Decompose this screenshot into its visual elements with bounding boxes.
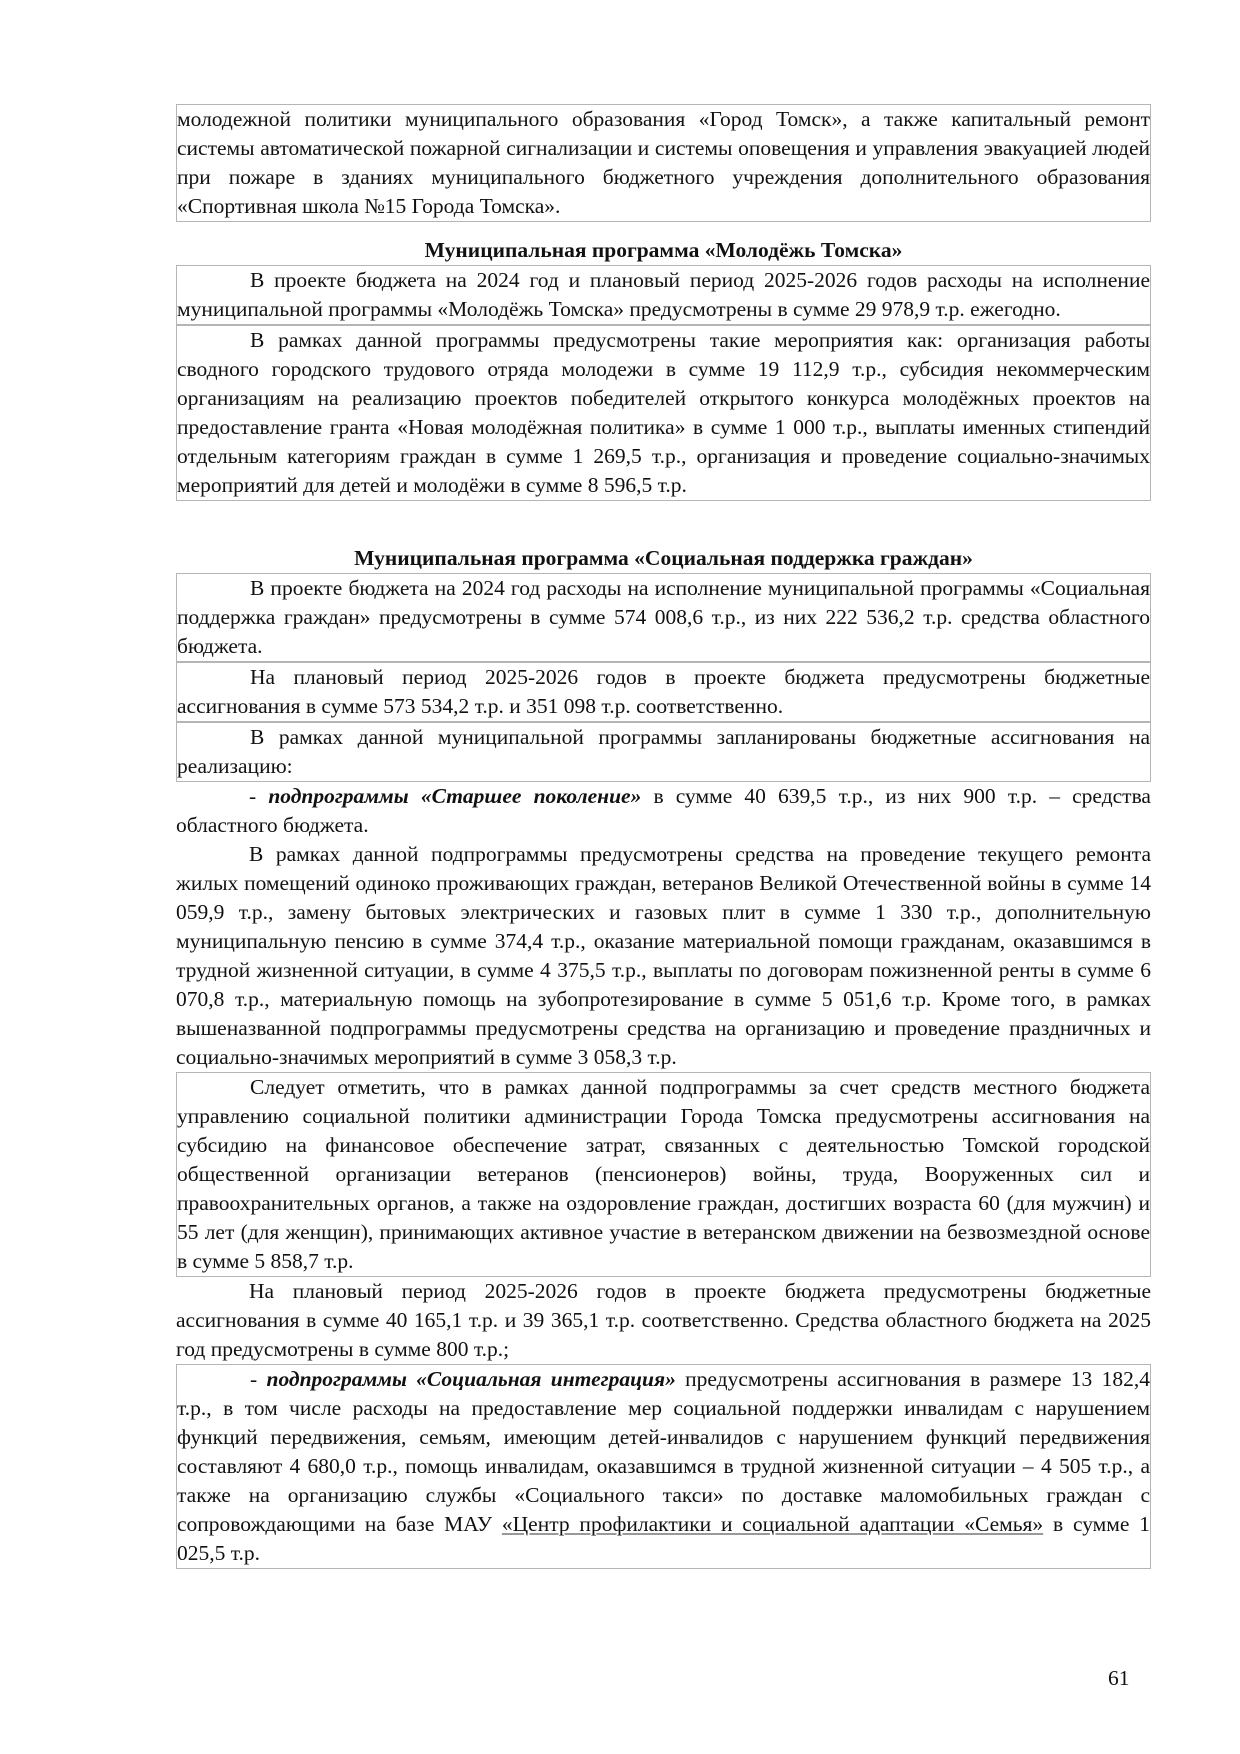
youth-paragraph-1: В проекте бюджета на 2024 год и плановый период 2025-2026 годов расходы на исполнение муниципальной программы «Молодёжь Томска» предусмотрены в сумме 29 978,9 т.р. ежегодно. — [176, 265, 1151, 325]
subprogram-integration-paragraph — [176, 1364, 1151, 1569]
subprogram-integration-end: в сумме 1 025,5 т.р. — [177, 1512, 1150, 1565]
social-section — [176, 544, 1151, 1569]
social-heading: Муниципальная программа «Социальная поддержка граждан» — [354, 546, 973, 570]
subprogram-integration-text: предусмотрены ассигнования в размере 13 182,4 т.р., в том числе расходы на предоставление мер социальной поддержки инвалидам с нарушением функций передвижения, семьям, имеющим детей-инвалидов с нарушением функций передвижения составляют 4 680,0 т.р., помощь инвалидам, оказавшимся в трудной жизненной ситуации – 4 505 т.р., а также на организацию службы «Социального такси» по доставке маломобильных граждан с сопровождающими на базе МАУ — [177, 1367, 1150, 1536]
subprogram-integration-title: подпрограммы «Социальная интеграция» — [266, 1367, 676, 1391]
subprogram-elderly-dash: - — [249, 784, 269, 808]
subprogram-elderly-text: в сумме 40 639,5 т.р., из них 900 т.р. – средства областного бюджета. — [176, 784, 1151, 837]
youth-heading: Муниципальная программа «Молодёжь Томска» — [424, 238, 903, 262]
social-paragraph-1: В проекте бюджета на 2024 год расходы на исполнение муниципальной программы «Социальная поддержка граждан» предусмотрены в сумме 574 008,6 т.р., из них 222 536,2 т.р. средства областного бюджета. — [176, 573, 1151, 662]
subprogram-integration-dash: - — [250, 1367, 267, 1391]
youth-section — [176, 236, 1151, 501]
center-semya-name: «Центр профилактики и социальной адаптации «Семья» — [501, 1512, 1044, 1536]
subprogram-elderly-paragraph — [176, 782, 1151, 840]
youth-paragraph-2: В рамках данной программы предусмотрены такие мероприятия как: организация работы сводного городского трудового отряда молодежи в сумме 19 112,9 т.р., субсидия некоммерческим организациям на реализацию проектов победителей открытого конкурса молодёжных проектов на предоставление гранта «Новая молодёжная политика» в сумме 1 000 т.р., выплаты именных стипендий отдельным категориям граждан в сумме 1 269,5 т.р., организация и проведение социально-значимых мероприятий для детей и молодёжи в сумме 8 596,5 т.р. — [176, 325, 1151, 501]
intro-paragraph: молодежной политики муниципального образования «Город Томск», а также капитальный ремонт системы автоматической пожарной сигнализации и системы оповещения и управления эвакуацией людей при пожаре в зданиях муниципального бюджетного учреждения дополнительного образования «Спортивная школа №15 Города Томска». — [176, 104, 1151, 222]
subprogram-elderly-title: подпрограммы «Старшее поколение» — [268, 784, 642, 808]
social-paragraph-5: В рамках данной подпрограммы предусмотрены средства на проведение текущего ремонта жилых помещений одиноко проживающих граждан, ветеранов Великой Отечественной войны в сумме 14 059,9 т.р., замену бытовых электрических и газовых плит в сумме 1 330 т.р., дополнительную муниципальную пенсию в сумме 374,4 т.р., оказание материальной помощи гражданам, оказавшимся в трудной жизненной ситуации, в сумме 4 375,5 т.р., выплаты по договорам пожизненной ренты в сумме 6 070,8 т.р., материальную помощь на зубопротезирование в сумме 5 051,6 т.р. Кроме того, в рамках вышеназванной подпрограммы предусмотрены средства на организацию и проведение праздничных и социально-значимых мероприятий в сумме 3 058,3 т.р. — [176, 842, 1151, 1069]
page-number: 61 — [1108, 1666, 1130, 1690]
social-paragraph-7: На плановый период 2025-2026 годов в проекте бюджета предусмотрены бюджетные ассигнования в сумме 40 165,1 т.р. и 39 365,1 т.р. соответственно. Средства областного бюджета на 2025 год предусмотрены в сумме 800 т.р.; — [176, 1279, 1151, 1361]
intro-block — [176, 104, 1151, 222]
social-paragraph-2: На плановый период 2025-2026 годов в проекте бюджета предусмотрены бюджетные ассигнования в сумме 573 534,2 т.р. и 351 098 т.р. соответственно. — [176, 662, 1151, 722]
social-paragraph-3: В рамках данной муниципальной программы запланированы бюджетные ассигнования на реализацию: — [176, 722, 1151, 782]
social-paragraph-6: Следует отметить, что в рамках данной подпрограммы за счет средств местного бюджета управлению социальной политики администрации Города Томска предусмотрены ассигнования на субсидию на финансовое обеспечение затрат, связанных с деятельностью Томской городской общественной организации ветеранов (пенсионеров) войны, труда, Вооруженных сил и правоохранительных органов, а также на оздоровление граждан, достигших возраста 60 (для мужчин) и 55 лет (для женщин), принимающих активное участие в ветеранском движении на безвозмездной основе в сумме 5 858,7 т.р. — [176, 1072, 1151, 1277]
